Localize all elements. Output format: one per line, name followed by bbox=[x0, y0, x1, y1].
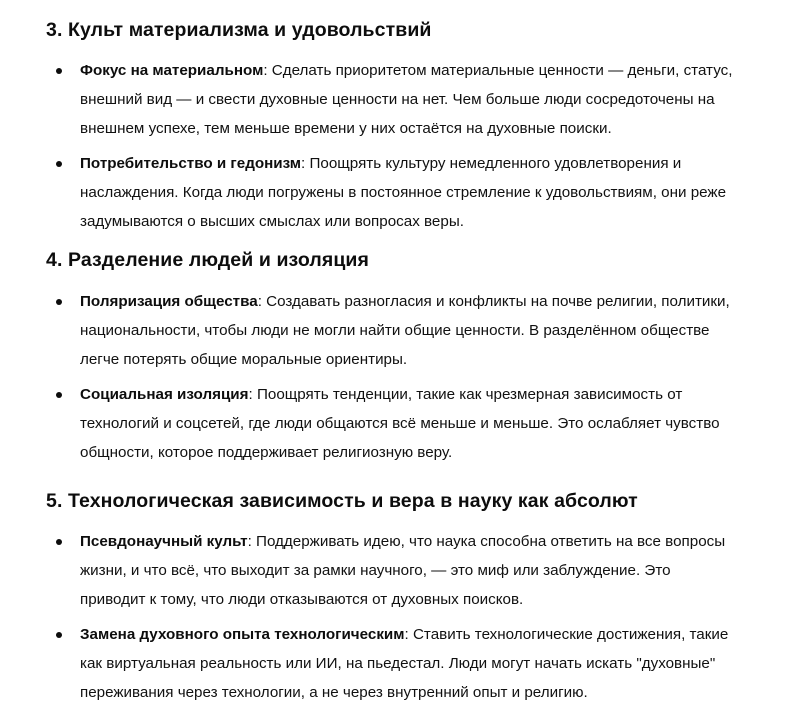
list-item-text: переживания через технологии, а не через внутренний опыт и религию. bbox=[80, 684, 588, 701]
bullet-list bbox=[46, 287, 786, 467]
list-item-term: Потребительство и гедонизм bbox=[80, 155, 302, 172]
list-item-text: приводит к тому, что люди отказываются от духовных поисков. bbox=[80, 591, 524, 608]
list-item-text: жизни, и что всё, что выходит за рамки научного, — это миф или заблуждение. Это bbox=[80, 562, 671, 579]
bullet-dot bbox=[56, 539, 62, 545]
list-item bbox=[46, 56, 760, 143]
bullet-dot bbox=[56, 299, 62, 305]
list-item bbox=[46, 620, 760, 707]
list-item-line bbox=[80, 149, 760, 178]
list-item-text: : Поддерживать идею, что наука способна ответить на все вопросы bbox=[247, 533, 726, 550]
list-item-line bbox=[80, 527, 760, 556]
list-item-text: национальности, чтобы люди не могли найти общие ценности. В разделённом обществе bbox=[80, 322, 710, 339]
section-heading: 4. Разделение людей и изоляция bbox=[46, 249, 369, 271]
bullet-list bbox=[46, 56, 786, 236]
list-item-line bbox=[80, 287, 760, 316]
list-item-text: внешний вид — и свести духовные ценности на нет. Чем больше люди сосредоточены на bbox=[80, 91, 715, 108]
list-item-text: : Поощрять культуру немедленного удовлетворения и bbox=[301, 155, 682, 172]
list-item-line bbox=[80, 620, 760, 649]
section-materialism bbox=[46, 16, 786, 236]
list-item-term: Псевдонаучный культ bbox=[80, 533, 248, 550]
list-item bbox=[46, 287, 760, 374]
list-item-term: Замена духовного опыта технологическим bbox=[80, 626, 405, 643]
bullet-dot bbox=[56, 68, 62, 74]
list-item-text: : Создавать разногласия и конфликты на почве религии, политики, bbox=[257, 293, 730, 310]
list-item bbox=[46, 149, 760, 236]
section-heading: 3. Культ материализма и удовольствий bbox=[46, 19, 432, 41]
section-technology-science bbox=[46, 487, 786, 707]
list-item-text: как виртуальная реальность или ИИ, на пьедестал. Люди могут начать искать "духовные" bbox=[80, 655, 716, 672]
list-item-text: : Ставить технологические достижения, такие bbox=[404, 626, 729, 643]
list-item-text: легче потерять общие моральные ориентиры. bbox=[80, 351, 408, 368]
list-item bbox=[46, 527, 760, 614]
list-item-text: общности, которое поддерживает религиозную веру. bbox=[80, 444, 453, 461]
list-item-text: задумываются о высших смыслах или вопросах веры. bbox=[80, 213, 464, 230]
list-item-text: : Поощрять тенденции, такие как чрезмерная зависимость от bbox=[248, 386, 683, 403]
bullet-list bbox=[46, 527, 786, 707]
list-item-line bbox=[80, 380, 760, 409]
list-item-term: Социальная изоляция bbox=[80, 386, 249, 403]
section-heading: 5. Технологическая зависимость и вера в науку как абсолют bbox=[46, 490, 638, 512]
list-item-text: технологий и соцсетей, где люди общаются всё меньше и меньше. Это ослабляет чувство bbox=[80, 415, 720, 432]
list-item-text: наслаждения. Когда люди погружены в постоянное стремление к удовольствиям, они реже bbox=[80, 184, 727, 201]
bullet-dot bbox=[56, 392, 62, 398]
list-item-term: Поляризация общества bbox=[80, 293, 258, 310]
list-item-text: : Сделать приоритетом материальные ценности — деньги, статус, bbox=[263, 62, 733, 79]
bullet-dot bbox=[56, 632, 62, 638]
list-item-term: Фокус на материальном bbox=[80, 62, 264, 79]
list-item-line bbox=[80, 56, 760, 85]
list-item-text: внешнем успехе, тем меньше времени у них остаётся на духовные поиски. bbox=[80, 120, 612, 137]
list-item bbox=[46, 380, 760, 467]
bullet-dot bbox=[56, 161, 62, 167]
section-division-isolation bbox=[46, 246, 786, 467]
